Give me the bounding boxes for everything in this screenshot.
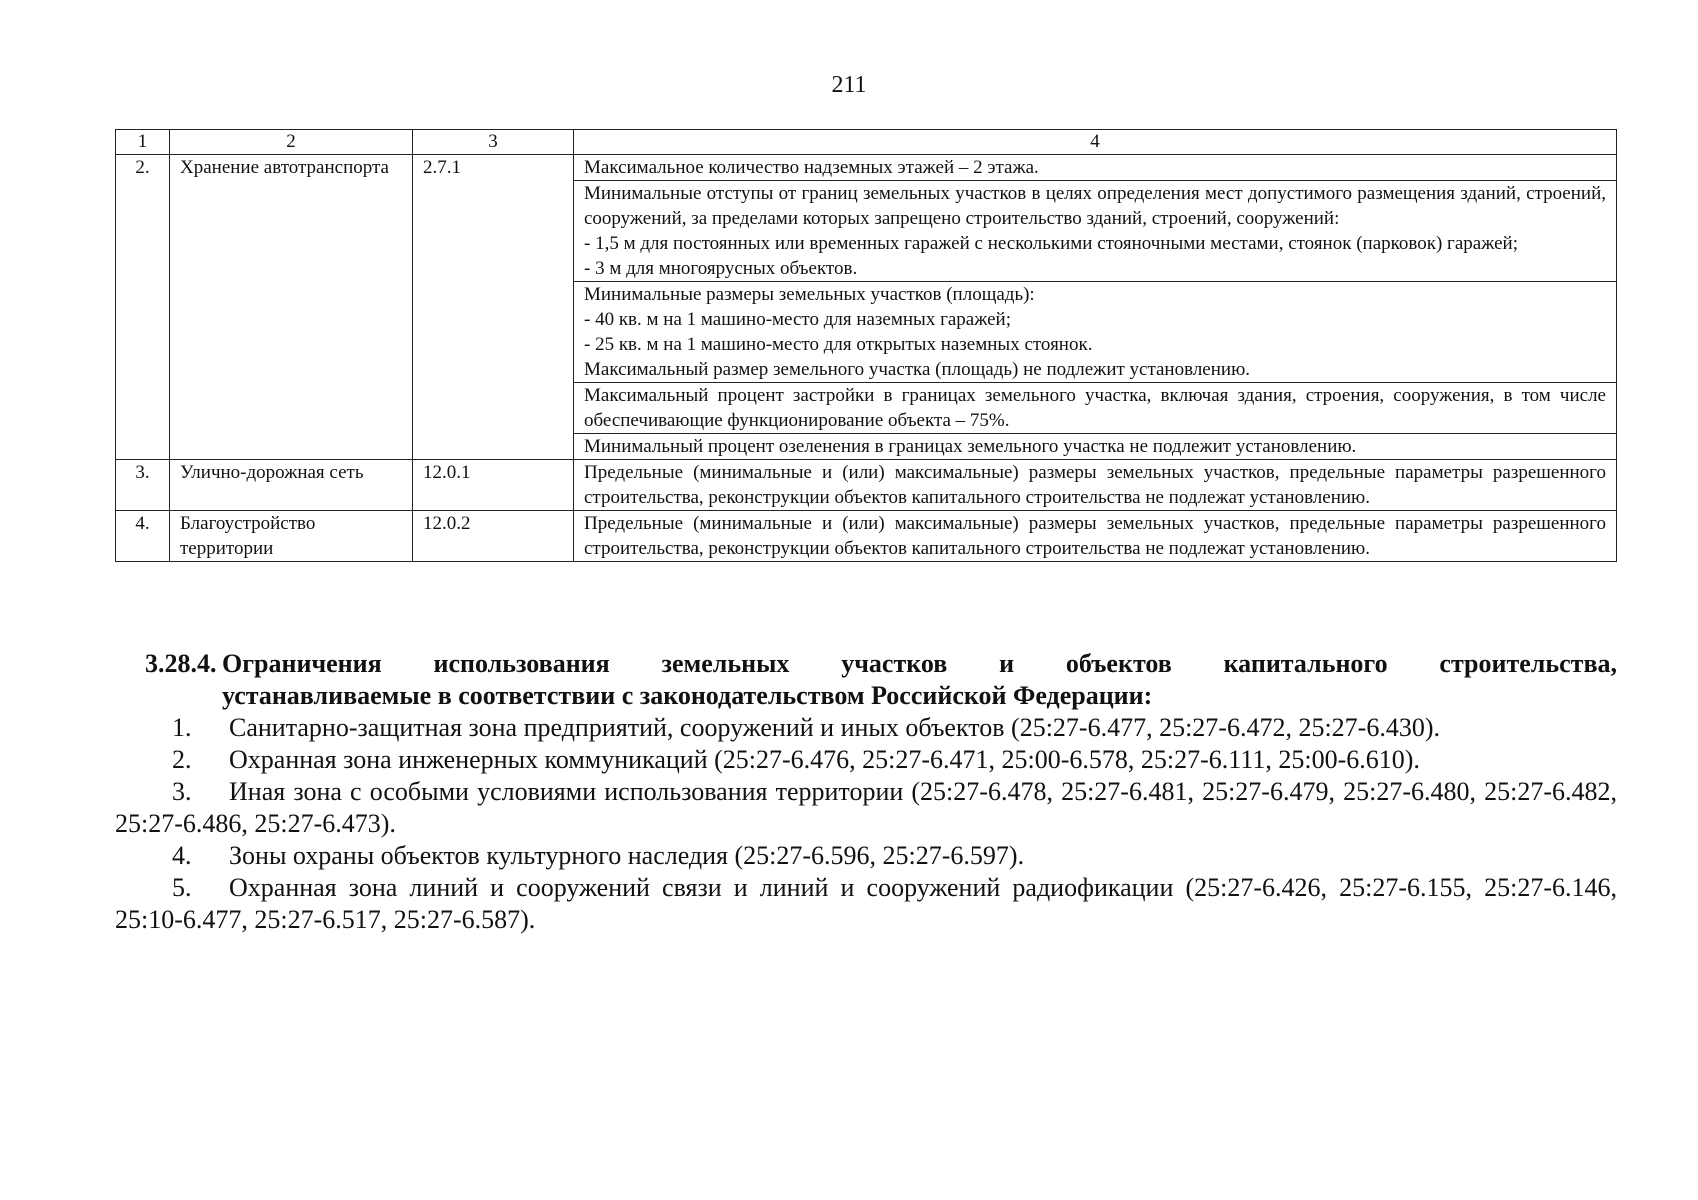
parameter-text: Максимальный процент застройки в границах земельного участка, включая здания, строения, сооружения, в том числе обеспечивающие функционирование объекта – 75%. bbox=[584, 385, 1606, 431]
list-item-text: Зоны охраны объектов культурного наследия (25:27-6.596, 25:27-6.597). bbox=[229, 841, 1025, 870]
list-item-text: Иная зона с особыми условиями использования территории (25:27-6.478, 25:27-6.481, 25:27-6.479, 25:27-6.480, 25:27-6.482, 25:27-6.486, 25:27-6.473). bbox=[115, 777, 1617, 838]
section-title-line: устанавливаемые в соответствии с законодательством Российской Федерации: bbox=[222, 681, 1153, 710]
list-item bbox=[115, 840, 1617, 872]
page-number: 211 bbox=[831, 72, 867, 98]
list-item-text: Охранная зона линий и сооружений связи и линий и сооружений радиофикации (25:27-6.426, 25:27-6.155, 25:27-6.146, 25:10-6.477, 25:27-6.517, 25:27-6.587). bbox=[115, 873, 1617, 934]
parameter-text: Предельные (минимальные и (или) максимальные) размеры земельных участков, предельные параметры разрешенного строительства, реконструкции объектов капитального строительства не подлежат установлению. bbox=[584, 462, 1606, 508]
parameter-text: Минимальные размеры земельных участков (площадь): bbox=[584, 284, 1035, 305]
header-cell: 1 bbox=[116, 130, 170, 155]
list-item bbox=[115, 744, 1617, 776]
parameter-cell bbox=[574, 282, 1617, 383]
section-title bbox=[222, 648, 1617, 712]
list-item bbox=[115, 712, 1617, 744]
use-type-name: Благоустройство территории bbox=[170, 511, 413, 562]
list-item-text: Охранная зона инженерных коммуникаций (25:27-6.476, 25:27-6.471, 25:00-6.578, 25:27-6.111, 25:00-6.610). bbox=[229, 745, 1420, 774]
list-item-number: 3. bbox=[172, 777, 192, 806]
section-title-line: Ограничения использования земельных участков и объектов капитального строительства, bbox=[222, 649, 1617, 678]
use-type-code: 2.7.1 bbox=[413, 155, 574, 460]
list-item bbox=[115, 872, 1617, 936]
list-item-number: 1. bbox=[172, 713, 192, 742]
parameter-text: - 40 кв. м на 1 машино-место для наземных гаражей; bbox=[584, 309, 1011, 330]
table-row bbox=[116, 460, 1617, 511]
list-item-number: 5. bbox=[172, 873, 192, 902]
section-heading bbox=[115, 648, 1617, 712]
parameter-cell bbox=[574, 155, 1617, 181]
row-number: 4. bbox=[116, 511, 170, 562]
parameter-text: - 3 м для многоярусных объектов. bbox=[584, 258, 858, 279]
parameter-cell bbox=[574, 460, 1617, 511]
row-number: 2. bbox=[116, 155, 170, 460]
use-type-code: 12.0.2 bbox=[413, 511, 574, 562]
list-item-number: 4. bbox=[172, 841, 192, 870]
parameter-cell bbox=[574, 181, 1617, 282]
parameter-text: Минимальные отступы от границ земельных участков в целях определения мест допустимого размещения зданий, строений, сооружений, за пределами которых запрещено строительство зданий, строений, сооружений: bbox=[584, 183, 1606, 229]
table-header-row bbox=[116, 130, 1617, 155]
table-row bbox=[116, 511, 1617, 562]
parameter-text: Минимальный процент озеленения в границах земельного участка не подлежит установлению. bbox=[584, 436, 1357, 457]
section-number: 3.28.4. bbox=[145, 649, 217, 678]
parameter-text: Максимальное количество надземных этажей – 2 этажа. bbox=[584, 157, 1039, 178]
table-row bbox=[116, 155, 1617, 181]
restrictions-section bbox=[115, 648, 1617, 936]
parameter-text: - 1,5 м для постоянных или временных гаражей с несколькими стояночными местами, стоянок (парковок) гаражей; bbox=[584, 233, 1518, 254]
list-item-text: Санитарно-защитная зона предприятий, сооружений и иных объектов (25:27-6.477, 25:27-6.472, 25:27-6.430). bbox=[229, 713, 1440, 742]
header-cell: 4 bbox=[574, 130, 1617, 155]
parameter-cell bbox=[574, 383, 1617, 434]
parameter-cell bbox=[574, 511, 1617, 562]
parameter-cell bbox=[574, 434, 1617, 460]
parameter-text: Предельные (минимальные и (или) максимальные) размеры земельных участков, предельные параметры разрешенного строительства, реконструкции объектов капитального строительства не подлежат установлению. bbox=[584, 513, 1606, 559]
regulations-table bbox=[115, 129, 1617, 562]
list-item-number: 2. bbox=[172, 745, 192, 774]
header-cell: 2 bbox=[170, 130, 413, 155]
parameter-text: Максимальный размер земельного участка (площадь) не подлежит установлению. bbox=[584, 359, 1251, 380]
use-type-name: Хранение автотранспорта bbox=[170, 155, 413, 460]
list-item bbox=[115, 776, 1617, 840]
header-cell: 3 bbox=[413, 130, 574, 155]
use-type-code: 12.0.1 bbox=[413, 460, 574, 511]
parameter-text: - 25 кв. м на 1 машино-место для открытых наземных стоянок. bbox=[584, 334, 1093, 355]
use-type-name: Улично-дорожная сеть bbox=[170, 460, 413, 511]
row-number: 3. bbox=[116, 460, 170, 511]
